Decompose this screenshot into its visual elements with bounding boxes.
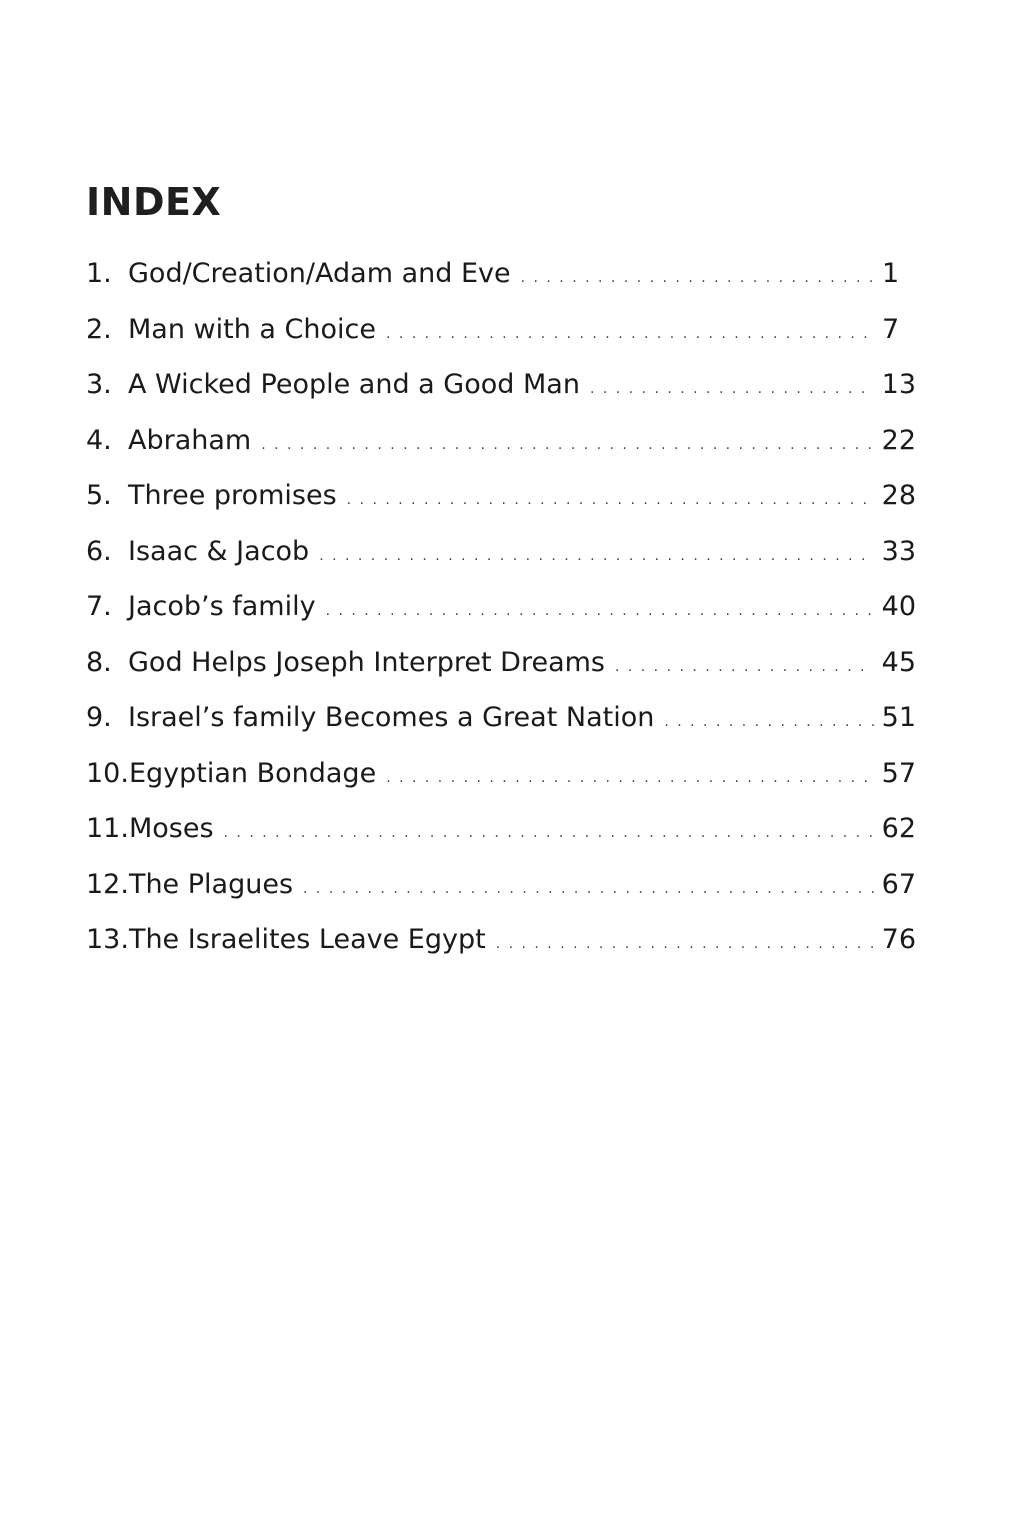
entry-number: 1. — [86, 258, 112, 289]
dot-leader — [347, 478, 874, 522]
toc-entry — [86, 752, 916, 808]
toc-entry — [86, 641, 916, 697]
entry-title: A Wicked People and a Good Man — [128, 369, 580, 400]
dot-leader — [496, 922, 874, 966]
entry-page-number: 13 — [881, 369, 916, 400]
entry-page-number: 76 — [881, 924, 916, 955]
entry-number: 10. — [86, 757, 129, 789]
entry-title: God Helps Joseph Interpret Dreams — [128, 646, 605, 678]
entry-page-number: 57 — [881, 757, 916, 789]
entry-title: The Plagues — [128, 868, 294, 900]
entry-number: 8. — [86, 646, 112, 678]
entry-number: 7. — [86, 591, 112, 622]
toc-entry — [86, 807, 916, 863]
dot-leader — [224, 811, 874, 855]
entry-page-number: 40 — [881, 591, 916, 622]
toc-entry — [86, 252, 916, 308]
entry-page-number: 33 — [881, 535, 916, 567]
dot-leader — [303, 867, 874, 911]
toc-entry — [86, 530, 916, 586]
entry-number: 11. — [86, 813, 129, 844]
entry-title: Man with a Choice — [128, 313, 376, 345]
dot-leader — [319, 534, 873, 578]
entry-title: Israel’s family Becomes a Great Nation — [128, 702, 655, 733]
toc-entry — [86, 696, 916, 752]
entry-page-number: 62 — [881, 813, 916, 844]
entry-number: 4. — [86, 424, 112, 456]
entry-title: Isaac & Jacob — [128, 535, 310, 567]
entry-page-number: 22 — [881, 424, 916, 456]
entry-title: The Israelites Leave Egypt — [128, 924, 486, 955]
entry-number: 12. — [86, 868, 129, 900]
dot-leader — [386, 756, 873, 800]
entry-title: Moses — [128, 813, 214, 844]
entry-title: Jacob’s family — [128, 591, 316, 622]
entry-title: Abraham — [128, 424, 252, 456]
toc-entry — [86, 918, 916, 974]
page-title: INDEX — [86, 180, 222, 224]
toc-entry — [86, 308, 916, 364]
entry-page-number: 28 — [881, 480, 916, 511]
toc-entry — [86, 363, 916, 419]
entry-number: 3. — [86, 369, 112, 400]
entry-number: 9. — [86, 702, 112, 733]
entry-page-number: 7 — [882, 313, 900, 345]
entry-number: 13. — [86, 924, 129, 955]
toc-entry — [86, 419, 916, 475]
dot-leader — [326, 589, 874, 633]
entry-page-number: 45 — [881, 646, 916, 678]
entry-title: Three promises — [128, 480, 337, 511]
toc-entry — [86, 863, 916, 919]
entry-page-number: 51 — [881, 702, 916, 733]
entry-number: 6. — [86, 535, 112, 567]
entry-title: Egyptian Bondage — [128, 757, 377, 789]
dot-leader — [261, 423, 873, 467]
entry-title: God/Creation/Adam and Eve — [128, 258, 511, 289]
dot-leader — [386, 312, 874, 356]
dot-leader — [664, 700, 873, 744]
toc-entry — [86, 585, 916, 641]
entry-page-number: 1 — [882, 258, 900, 289]
entry-page-number: 67 — [881, 868, 916, 900]
dot-leader — [590, 367, 874, 411]
table-of-contents — [86, 252, 916, 974]
entry-number: 5. — [86, 480, 112, 511]
dot-leader — [615, 645, 874, 689]
entry-number: 2. — [86, 313, 112, 345]
dot-leader — [521, 256, 874, 300]
toc-entry — [86, 474, 916, 530]
